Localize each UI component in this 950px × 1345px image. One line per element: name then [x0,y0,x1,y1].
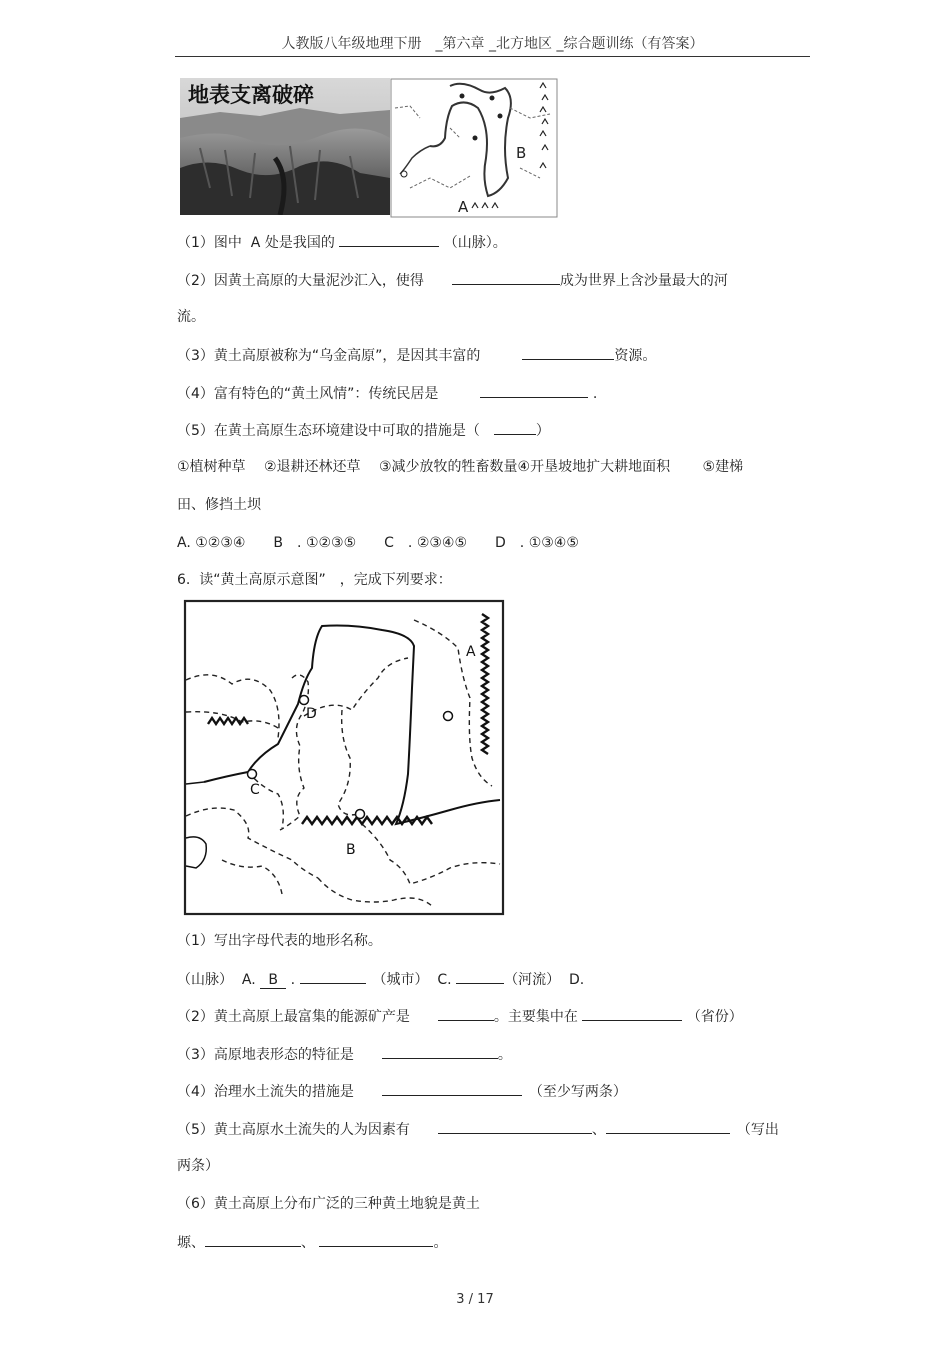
q5-options-1: ①植树种草 ②退耕还林还草 ③减少放牧的牲畜数量④开垦坡地扩大耕地面积 ⑤建梯 [177,459,744,475]
small-map [390,78,558,218]
loess-plateau-photo [180,78,390,215]
map-label-a: A [466,644,476,660]
q6-6: （6）黄土高原上分布广泛的三种黄土地貌是黄土 [177,1196,480,1212]
answer-blank[interactable] [339,232,439,247]
answer-blank[interactable] [480,383,588,398]
map-label-a: A [458,198,469,216]
q5-1: （1）图中 A 处是我国的 （山脉）。 [177,232,507,253]
map-label-d: D [306,706,317,722]
q6-3: （3）高原地表形态的特征是 。 [177,1044,512,1065]
answer-blank[interactable] [456,969,504,984]
q6-1: （1）写出字母代表的地形名称。 [177,933,382,949]
q5-2: （2）因黄土高原的大量泥沙汇入，使得 成为世界上含沙量最大的河 [177,270,728,291]
page-header: 人教版八年级地理下册 _第六章 _北方地区 _综合题训练（有答案） [175,34,810,57]
photo-caption: 地表支离破碎 [188,83,314,107]
q6-title: 6. 读“黄土高原示意图” ，完成下列要求： [177,572,452,588]
answer-blank[interactable] [438,1006,494,1021]
page-number: 3 / 17 [456,1292,494,1307]
answer-blank[interactable] [582,1006,682,1021]
answer-blank[interactable] [452,270,560,285]
map-label-b: B [516,144,527,162]
q6-2: （2）黄土高原上最富集的能源矿产是 。主要集中在 （省份） [177,1006,743,1027]
answer-blank[interactable] [522,345,614,360]
q6-5: （5）黄土高原水土流失的人为因素有 、 （写出 [177,1119,779,1140]
q6-4: （4）治理水土流失的措施是 （至少写两条） [177,1081,627,1102]
q6-6-answers: 塬、 、 。 [177,1232,447,1253]
q5-3: （3）黄土高原被称为“乌金高原”，是因其丰富的 资源。 [177,345,656,366]
answer-blank[interactable] [382,1081,522,1096]
answer-blank[interactable] [438,1119,592,1134]
loess-plateau-map [182,598,508,920]
answer-blank[interactable] [382,1044,498,1059]
answer-blank[interactable] [494,420,536,435]
q5-2-cont: 流。 [177,309,205,325]
answer-blank[interactable]: B [260,972,286,989]
q5-5: （5）在黄土高原生态环境建设中可取的措施是（ ） [177,420,550,441]
q5-4: （4）富有特色的“黄土风情”：传统民居是 . [177,383,597,404]
answer-blank[interactable] [300,969,366,984]
answer-blank[interactable] [205,1232,301,1247]
map-label-b: B [346,842,356,858]
q5-choices: A. ①②③④ B . ①②③⑤ C . ②③④⑤ D . ①③④⑤ [177,535,579,551]
answer-blank[interactable] [606,1119,730,1134]
q5-options-2: 田、修挡土坝 [177,497,261,513]
q6-5-cont: 两条） [177,1158,219,1174]
map-label-c: C [250,782,260,798]
q6-1-answers: （山脉） A. B . （城市） C. （河流） D. [177,969,584,990]
answer-blank[interactable] [319,1232,433,1247]
